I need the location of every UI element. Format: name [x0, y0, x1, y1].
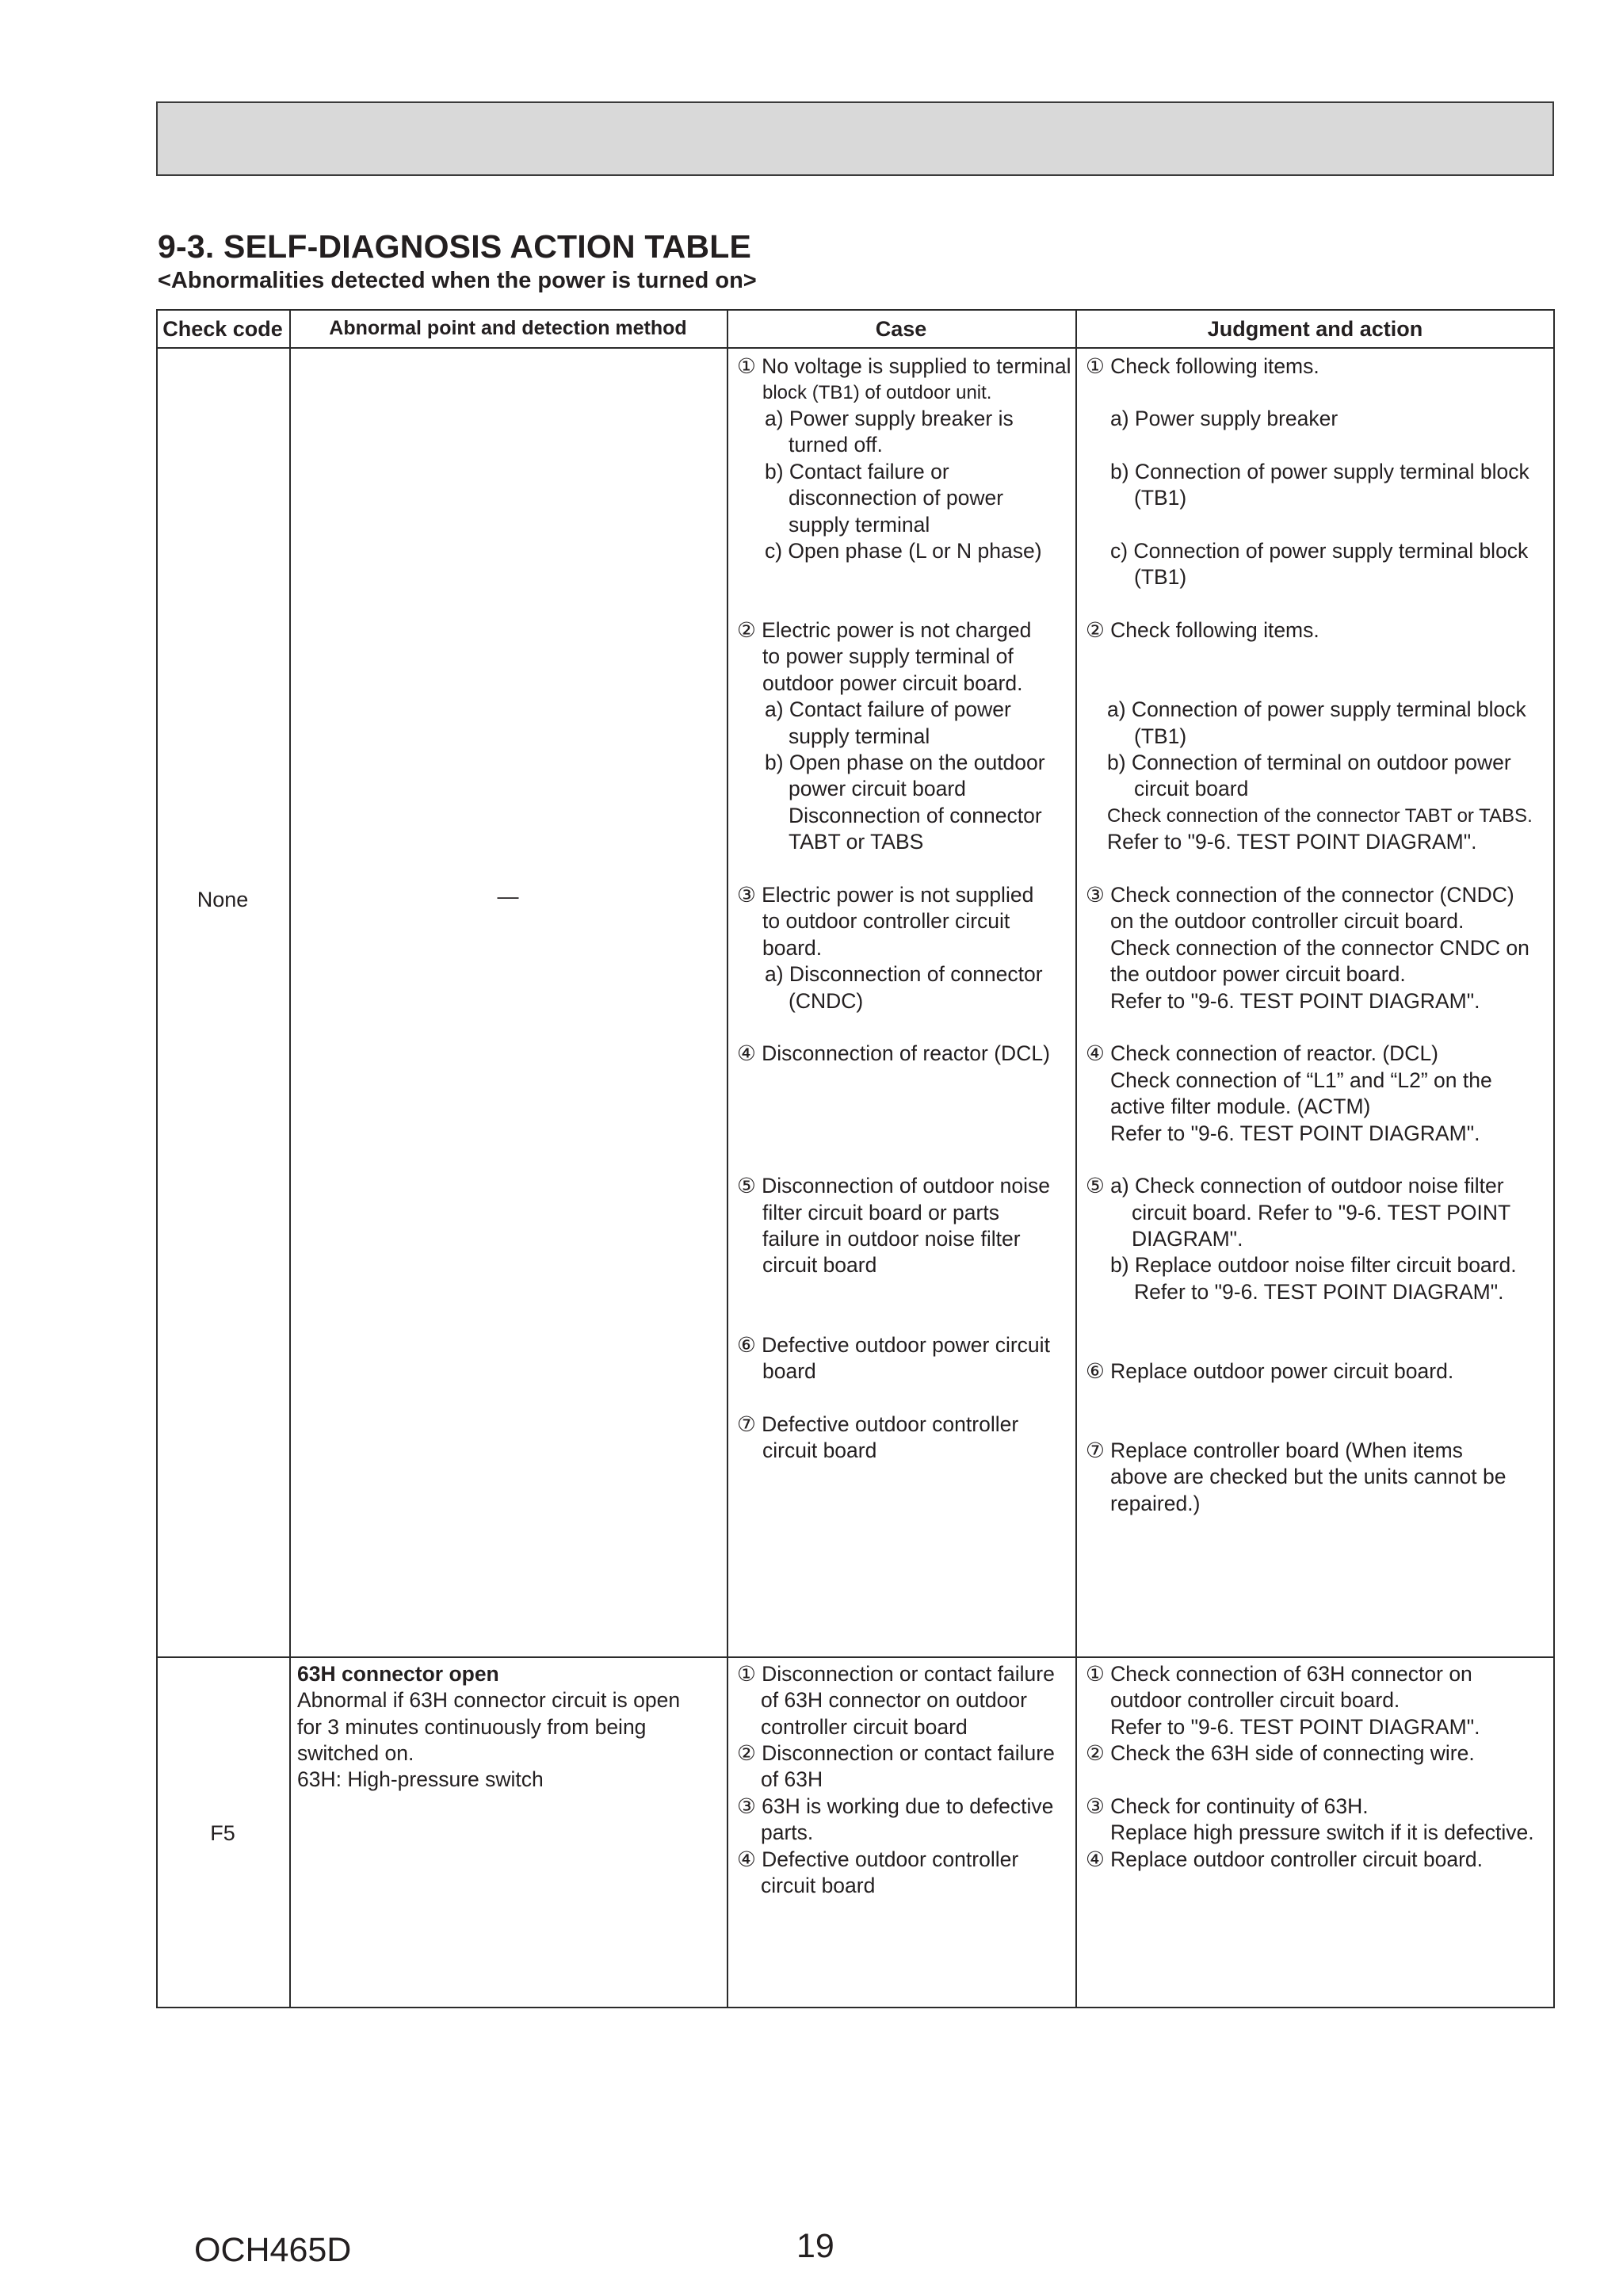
judgment-line: a) Connection of power supply terminal block [1107, 697, 1526, 721]
judgment-line: ③ Check for continuity of 63H. [1086, 1794, 1369, 1818]
case-line: outdoor power circuit board. [762, 671, 1023, 695]
case-line: b) Contact failure or [765, 460, 949, 483]
header-band [156, 101, 1554, 176]
judgment-line: ① Check following items. [1086, 354, 1319, 378]
case-line: board. [762, 936, 823, 960]
judgment-line: b) Connection of terminal on outdoor power [1107, 751, 1511, 774]
case-line: a) Power supply breaker is [765, 407, 1014, 430]
header-judgment: Judgment and action [1207, 317, 1423, 341]
case-line: parts. [761, 1820, 814, 1844]
case-line: of 63H connector on outdoor [761, 1688, 1027, 1712]
judgment-line: (TB1) [1134, 565, 1187, 589]
case-line: to power supply terminal of [762, 644, 1014, 668]
judgment-line: b) Replace outdoor noise filter circuit board. [1110, 1253, 1517, 1277]
case-line: power circuit board [789, 777, 966, 800]
judgment-line: Refer to "9-6. TEST POINT DIAGRAM". [1107, 830, 1477, 854]
judgment-line: Refer to "9-6. TEST POINT DIAGRAM". [1110, 1715, 1480, 1739]
row-none-abnormal-dash: — [497, 884, 519, 908]
case-line: circuit board [762, 1253, 877, 1277]
case-line: failure in outdoor noise filter [762, 1227, 1021, 1251]
judgment-line: circuit board. Refer to "9-6. TEST POINT [1132, 1201, 1511, 1224]
case-line: TABT or TABS [789, 830, 924, 854]
judgment-line: a) Power supply breaker [1110, 407, 1338, 430]
row-none-check-code: None [197, 888, 249, 911]
case-line: supply terminal [789, 513, 930, 537]
column-divider [727, 309, 728, 2008]
judgment-line: on the outdoor controller circuit board. [1110, 909, 1465, 933]
case-line: ② Disconnection or contact failure [737, 1741, 1055, 1765]
judgment-line: the outdoor power circuit board. [1110, 962, 1406, 986]
judgment-line: ② Check the 63H side of connecting wire. [1086, 1741, 1475, 1765]
judgment-line: b) Connection of power supply terminal block [1110, 460, 1529, 483]
case-line: ② Electric power is not charged [737, 618, 1032, 642]
case-line: b) Open phase on the outdoor [765, 751, 1045, 774]
header-check-code: Check code [162, 317, 283, 341]
judgment-line: ⑥ Replace outdoor power circuit board. [1086, 1359, 1454, 1383]
section-title: 9-3. SELF-DIAGNOSIS ACTION TABLE [158, 228, 751, 265]
case-line: ① Disconnection or contact failure [737, 1662, 1055, 1686]
case-line: ③ Electric power is not supplied [737, 883, 1034, 907]
header-abnormal-point: Abnormal point and detection method [329, 317, 687, 339]
judgment-line: active filter module. (ACTM) [1110, 1095, 1371, 1118]
case-line: a) Disconnection of connector [765, 962, 1043, 986]
row-f5-abnormal-line: for 3 minutes continuously from being [297, 1715, 647, 1739]
case-line: (CNDC) [789, 989, 864, 1013]
row-f5-abnormal-line: Abnormal if 63H connector circuit is open [297, 1688, 681, 1712]
case-line: of 63H [761, 1767, 823, 1791]
header-case: Case [875, 317, 927, 341]
judgment-line: ① Check connection of 63H connector on [1086, 1662, 1472, 1686]
case-line: disconnection of power [789, 486, 1004, 510]
case-line: a) Contact failure of power [765, 697, 1011, 721]
column-divider [289, 309, 291, 2008]
judgment-line: Check connection of “L1” and “L2” on the [1110, 1068, 1492, 1092]
case-line: filter circuit board or parts [762, 1201, 999, 1224]
case-line: ④ Defective outdoor controller [737, 1847, 1019, 1871]
column-divider [1075, 309, 1077, 2008]
case-line: circuit board [762, 1438, 877, 1462]
judgment-line: Refer to "9-6. TEST POINT DIAGRAM". [1134, 1280, 1504, 1304]
judgment-line: ④ Check connection of reactor. (DCL) [1086, 1041, 1439, 1065]
judgment-line: ⑦ Replace controller board (When items [1086, 1438, 1463, 1462]
self-diagnosis-table [156, 309, 1555, 2008]
row-f5-abnormal-title: 63H connector open [297, 1662, 499, 1686]
case-line: ⑤ Disconnection of outdoor noise [737, 1174, 1050, 1198]
case-line: ③ 63H is working due to defective [737, 1794, 1054, 1818]
case-line: board [762, 1359, 816, 1383]
judgment-line: ④ Replace outdoor controller circuit board. [1086, 1847, 1484, 1871]
judgment-line: Refer to "9-6. TEST POINT DIAGRAM". [1110, 989, 1480, 1013]
case-line: ① No voltage is supplied to terminal [737, 354, 1071, 378]
header-divider [156, 347, 1555, 349]
judgment-line: outdoor controller circuit board. [1110, 1688, 1400, 1712]
row-f5-abnormal-line: switched on. [297, 1741, 414, 1765]
case-line: to outdoor controller circuit [762, 909, 1010, 933]
case-line: ⑥ Defective outdoor power circuit [737, 1333, 1050, 1357]
judgment-line: (TB1) [1134, 486, 1187, 510]
judgment-line: c) Connection of power supply terminal block [1110, 539, 1529, 563]
judgment-line: ② Check following items. [1086, 618, 1319, 642]
judgment-line: Check connection of the connector TABT or TABS. [1107, 805, 1533, 827]
case-line: circuit board [761, 1874, 876, 1897]
judgment-line: Refer to "9-6. TEST POINT DIAGRAM". [1110, 1121, 1480, 1145]
judgment-line: (TB1) [1134, 724, 1187, 748]
row-f5-abnormal-line: 63H: High-pressure switch [297, 1767, 544, 1791]
case-line: turned off. [789, 433, 883, 457]
case-line: ⑦ Defective outdoor controller [737, 1412, 1019, 1436]
judgment-line: Check connection of the connector CNDC on [1110, 936, 1529, 960]
row-divider [156, 1656, 1555, 1658]
case-line: Disconnection of connector [789, 804, 1042, 827]
case-line: controller circuit board [761, 1715, 968, 1739]
page-number: 19 [796, 2227, 834, 2265]
case-line: ④ Disconnection of reactor (DCL) [737, 1041, 1050, 1065]
section-subtitle: <Abnormalities detected when the power is turned on> [158, 268, 757, 293]
judgment-line: Replace high pressure switch if it is defective. [1110, 1820, 1534, 1844]
judgment-line: DIAGRAM". [1132, 1227, 1243, 1251]
row-f5-check-code: F5 [210, 1821, 235, 1845]
judgment-line: ⑤ a) Check connection of outdoor noise filter [1086, 1174, 1504, 1198]
judgment-line: repaired.) [1110, 1492, 1201, 1515]
judgment-line: circuit board [1134, 777, 1249, 800]
judgment-line: ③ Check connection of the connector (CNDC) [1086, 883, 1514, 907]
case-line: block (TB1) of outdoor unit. [762, 382, 992, 403]
model-code: OCH465D [194, 2231, 352, 2269]
judgment-line: above are checked but the units cannot be [1110, 1465, 1507, 1488]
case-line: c) Open phase (L or N phase) [765, 539, 1042, 563]
case-line: supply terminal [789, 724, 930, 748]
